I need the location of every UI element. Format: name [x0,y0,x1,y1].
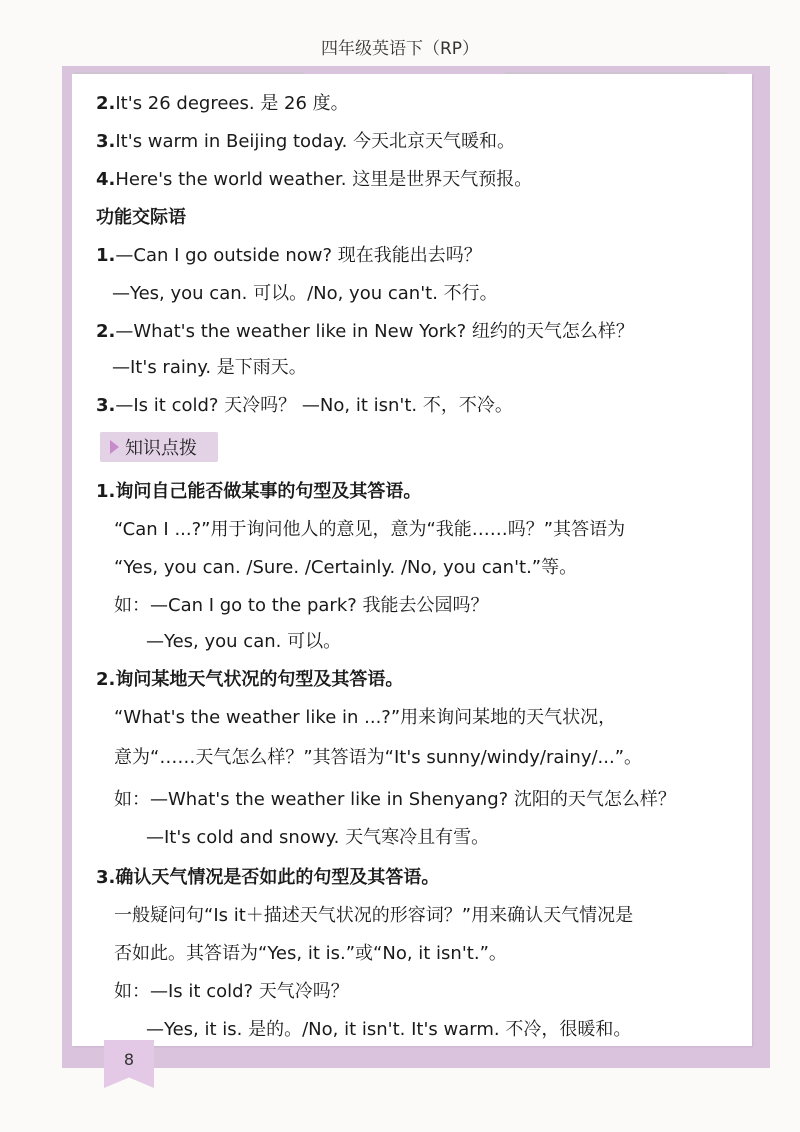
item-number: 2. [96,93,116,114]
point-heading-text: 确认天气情况是否如此的句型及其答语。 [115,867,440,888]
dialogue-line [96,394,513,418]
example-line: 如：—What's the weather like in Shenyang? 沈阳的天气怎么样？ [114,789,676,810]
dialogue-line: —It's rainy. 是下雨天。 [112,357,307,378]
item-number: 1. [96,481,116,502]
dialogue-text: —Can I go outside now? 现在我能出去吗？ [115,245,482,266]
point-heading [96,668,403,692]
example-line: 如：—Can I go to the park? 我能去公园吗？ [114,595,489,616]
section-heading-functional: 功能交际语 [96,207,186,228]
item-number: 2. [96,669,116,690]
sentence-text: It's 26 degrees. 是 26 度。 [115,93,349,114]
item-number: 3. [96,395,116,416]
point-heading-text: 询问某地天气状况的句型及其答语。 [115,669,404,690]
explanation-line: 一般疑问句“Is it＋描述天气状况的形容词？”用来确认天气情况是 [114,905,634,926]
sentence-text: It's warm in Beijing today. 今天北京天气暖和。 [115,131,516,152]
section-tag-knowledge-points [100,432,218,462]
point-heading [96,866,439,890]
item-number: 2. [96,321,116,342]
header-rule-right [505,72,727,74]
explanation-line: 意为“……天气怎么样？”其答语为“It's sunny/windy/rainy/...”。 [114,747,643,768]
page-header-title: 四年级英语下（RP） [320,39,480,59]
dialogue-text: —What's the weather like in New York? 纽约的天气怎么样？ [115,321,634,342]
explanation-line: “What's the weather like in ...?”用来询问某地的天气状况， [114,707,617,728]
sentence-line [96,130,515,154]
example-line: —Yes, you can. 可以。 [146,631,342,652]
example-line: —Yes, it is. 是的。/No, it isn't. It's warm. 不冷，很暖和。 [146,1019,632,1040]
explanation-line: “Can I ...?”用于询问他人的意见，意为“我能……吗？”其答语为 [114,519,626,540]
section-tag-label: 知识点拨 [125,438,197,459]
triangle-arrow-icon [110,440,119,454]
point-heading [96,480,421,504]
item-number: 1. [96,245,116,266]
explanation-line: “Yes, you can. /Sure. /Certainly. /No, you can't.”等。 [114,557,578,578]
example-line: —It's cold and snowy. 天气寒冷且有雪。 [146,827,490,848]
page-number: 8 [123,1050,135,1069]
item-number: 3. [96,867,116,888]
sentence-line [96,168,532,192]
item-number: 4. [96,169,116,190]
dialogue-line [96,244,482,268]
dialogue-text: —Is it cold? 天冷吗？ —No, it isn't. 不，不冷。 [115,395,513,416]
point-heading-text: 询问自己能否做某事的句型及其答语。 [115,481,422,502]
dialogue-line: —Yes, you can. 可以。/No, you can't. 不行。 [112,283,498,304]
example-line: 如：—Is it cold? 天气冷吗？ [114,981,349,1002]
item-number: 3. [96,131,116,152]
sentence-text: Here's the world weather. 这里是世界天气预报。 [115,169,533,190]
dialogue-line [96,320,634,344]
header-rule-left [74,72,304,74]
sentence-line [96,92,349,116]
explanation-line: 否如此。其答语为“Yes, it is.”或“No, it isn't.”。 [114,943,507,964]
